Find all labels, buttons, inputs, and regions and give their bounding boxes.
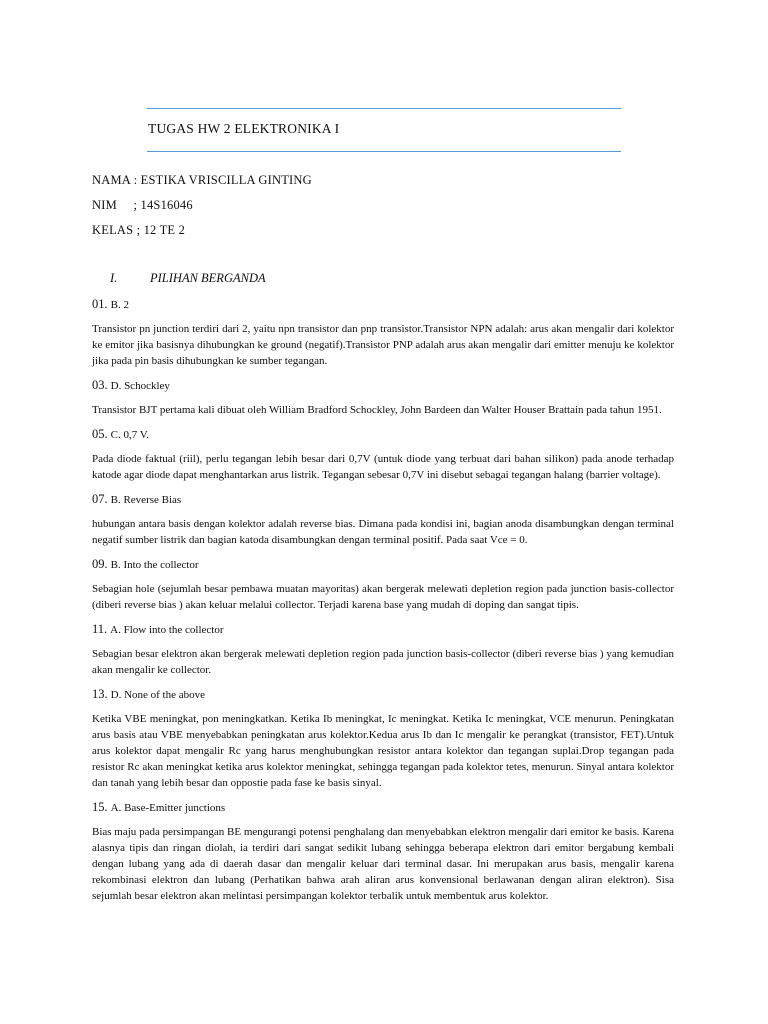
section-title: PILIHAN BERGANDA (150, 271, 266, 285)
question-header (92, 491, 674, 508)
answer-explanation: Transistor pn junction terdiri dari 2, yaitu npn transistor dan pnp transistor.Transistor NPN adalah: arus akan mengalir dari kolektor ke emitor jika basisnya dihubungkan ke ground (negatif).Transistor PNP adalah arus akan mengalir dari emitter menuju ke kolektor jika pada pin basis dihubungkan ke sumber tegangan. (92, 323, 674, 367)
question-answer: B. 2 (110, 299, 129, 311)
question-number: 11. (92, 622, 108, 636)
question-number: 13. (92, 687, 108, 701)
title-top-rule (147, 108, 621, 109)
answer-explanation: Ketika VBE meningkat, pon meningkatkan. Ketika Ib meningkat, Ic meningkat. Ketika Ic meningkat, VCE menurun. Peningkatan arus basis atau VBE menyebabkan peningkatan arus kolektor.Kedua arus Ib dan Ic mengalir ke perangkat (transistor, FET).Untuk arus kolektor dapat mengalir Rc yang harus menghubungkan resistor antara kolektor dan tegangan suplai.Drop tegangan pada resistor Rc akan meningkat ketika arus kolektor meningkat, sehingga tegangan pada kolektor tetes, menurun. Sinyal antara kolektor dan tanah yang lebih besar dan oppostie pada fase ke basis sinyal. (92, 713, 674, 789)
question-header (92, 799, 674, 816)
student-name: NAMA : ESTIKA VRISCILLA GINTING (92, 173, 312, 187)
question-header (92, 296, 674, 313)
question-answer: C. 0,7 V. (110, 429, 150, 441)
question-header (92, 621, 674, 638)
student-class: KELAS ; 12 TE 2 (92, 223, 186, 237)
question-header (92, 686, 674, 703)
question-number: 01. (92, 297, 108, 311)
question-header (92, 556, 674, 573)
question-answer: A. Flow into the collector (110, 624, 224, 636)
answer-explanation: Sebagian besar elektron akan bergerak melewati depletion region pada junction basis-collector (diberi reverse bias ) yang kemudian akan mengalir ke collector. (92, 648, 674, 676)
question-number: 05. (92, 427, 108, 441)
question-number: 03. (92, 378, 108, 392)
question-answer: D. Schockley (110, 380, 170, 392)
question-answer: A. Base-Emitter junctions (110, 802, 226, 814)
title-bottom-rule (147, 151, 621, 152)
section-heading (110, 271, 266, 286)
answer-explanation: hubungan antara basis dengan kolektor adalah reverse bias. Dimana pada kondisi ini, bagian anoda disambungkan dengan terminal negatif sumber listrik dan bagian katoda disambungkan dengan terminal positif. Pada saat Vce = 0. (92, 518, 674, 546)
question-answer: B. Reverse Bias (110, 494, 182, 506)
question-list (92, 296, 674, 912)
question-header (92, 377, 674, 394)
question-answer: D. None of the above (110, 689, 206, 701)
section-number: I. (110, 271, 118, 285)
answer-explanation: Sebagian hole (sejumlah besar pembawa muatan mayoritas) akan bergerak melewati depletion region pada junction basis-collector (diberi reverse bias ) akan keluar melalui collector. Terjadi karena base yang mudah di doping dan sangat tipis. (92, 583, 674, 611)
document-title: TUGAS HW 2 ELEKTRONIKA I (148, 121, 340, 136)
answer-explanation: Bias maju pada persimpangan BE mengurangi potensi penghalang dan menyebabkan elektron mengalir dari emitor ke basis. Karena alasnya tipis dan ringan diolah, ia terdiri dari sangat sedikit lubang sehingga beberapa elektron dari emitor bergabung kembali dengan lubang yang ada di daerah dasar dan mengalir keluar dari terminal dasar. Ini merupakan arus basis, mengalir karena rekombinasi elektron dan lubang (Perhatikan bahwa arah aliran arus konvensional berlawanan dengan aliran elektron). Sisa sejumlah besar elektron akan melintasi persimpangan kolektor terbalik untuk membentuk arus kolektor. (92, 826, 674, 902)
answer-explanation: Transistor BJT pertama kali dibuat oleh William Bradford Schockley, John Bardeen dan Walter Houser Brattain pada tahun 1951. (92, 404, 662, 416)
student-nim: NIM ; 14S16046 (92, 198, 193, 212)
question-header (92, 426, 674, 443)
question-answer: B. Into the collector (110, 559, 199, 571)
question-number: 09. (92, 557, 108, 571)
answer-explanation: Pada diode faktual (riil), perlu tegangan lebih besar dari 0,7V (untuk diode yang terbuat dari bahan silikon) pada anode terhadap katode agar diode dapat menghantarkan arus listrik. Tegangan sebesar 0,7V ini disebut sebagai tegangan halang (barrier voltage). (92, 453, 674, 481)
question-number: 15. (92, 800, 108, 814)
question-number: 07. (92, 492, 108, 506)
